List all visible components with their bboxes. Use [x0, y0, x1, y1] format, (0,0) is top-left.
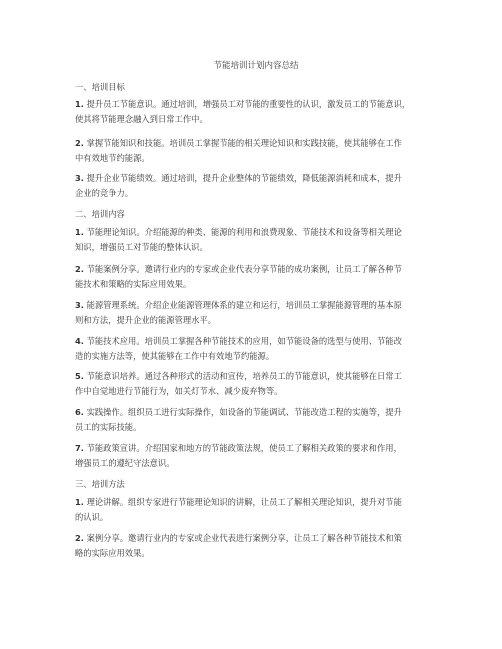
- paragraph-line: 企业的竞争力。: [75, 188, 134, 198]
- paragraph-line: 造的实施方法等，使其能够在工作中有效地节约能源。: [75, 351, 275, 361]
- paragraph-line: [75, 136, 437, 151]
- paragraph-line: [75, 495, 437, 510]
- paragraph-line: 能技术和策略的实际应用效果。: [75, 279, 192, 289]
- paragraph-line: 增强员工的遵纪守法意识。: [75, 458, 175, 468]
- list-item: [75, 298, 437, 328]
- paragraph-line: [75, 531, 437, 546]
- item-number: 2.: [75, 533, 84, 543]
- section-heading-goals: 一、培训目标: [75, 82, 125, 92]
- item-number: 1.: [75, 227, 84, 237]
- paragraph-text: 案例分享。邀请行业内的专家或企业代表进行案例分享，让员工了解各种节能技术和策: [83, 533, 402, 543]
- item-number: 2.: [75, 264, 84, 274]
- paragraph-text: 能源管理系统。介绍企业能源管理体系的建立和运行，培训员工掌握能源管理的基本原: [83, 300, 402, 310]
- list-item: [75, 262, 437, 292]
- paragraph-line: 知识，增强员工对节能的整体认识。: [75, 242, 208, 252]
- paragraph-text: 节能意识培养。通过各种形式的活动和宣传，培养员工的节能意识，使其能够在日常工: [83, 371, 402, 381]
- paragraph-line: 使其将节能理念融入到日常工作中。: [75, 114, 208, 124]
- paragraph-line: 则和方法，提升企业的能源管理水平。: [75, 315, 217, 325]
- document-title: 节能培训计划内容总结: [213, 61, 299, 71]
- paragraph-line: [75, 405, 437, 420]
- paragraph-line: [75, 369, 437, 384]
- item-number: 6.: [75, 407, 84, 417]
- item-number: 4.: [75, 336, 84, 346]
- paragraph-line: [75, 171, 437, 186]
- item-number: 1.: [75, 497, 84, 507]
- item-number: 2.: [75, 138, 84, 148]
- list-item: [75, 136, 437, 166]
- paragraph-line: 员工的实际技能。: [75, 422, 142, 432]
- paragraph-line: [75, 334, 437, 349]
- section-heading-content: 二、培训内容: [75, 209, 125, 219]
- paragraph-text: 理论讲解。组织专家进行节能理论知识的讲解，让员工了解相关理论知识，提升对节能: [83, 497, 402, 507]
- paragraph-text: 节能技术应用。培训员工掌握各种节能技术的应用，如节能设备的选型与使用、节能改: [83, 336, 402, 346]
- item-number: 1.: [75, 99, 84, 109]
- paragraph-line: [75, 262, 437, 277]
- item-number: 3.: [75, 300, 84, 310]
- paragraph-text: 节能政策宣讲。介绍国家和地方的节能政策法规，使员工了解相关政策的要求和作用，: [83, 443, 402, 453]
- item-number: 5.: [75, 371, 84, 381]
- list-item: [75, 405, 437, 435]
- paragraph-line: [75, 298, 437, 313]
- list-item: [75, 495, 437, 525]
- paragraph-line: [75, 441, 437, 456]
- paragraph-line: 的认识。: [75, 512, 109, 522]
- item-number: 3.: [75, 173, 84, 183]
- paragraph-text: 实践操作。组织员工进行实际操作，如设备的节能调试、节能改造工程的实施等，提升: [83, 407, 402, 417]
- paragraph-text: 提升企业节能绩效。通过培训，提升企业整体的节能绩效，降低能源消耗和成本，提升: [83, 173, 402, 183]
- section-heading-methods: 三、培训方法: [75, 479, 125, 489]
- list-item: [75, 334, 437, 364]
- paragraph-line: 略的实际应用效果。: [75, 548, 150, 558]
- paragraph-text: 节能案例分享。邀请行业内的专家或企业代表分享节能的成功案例，让员工了解各种节: [83, 264, 402, 274]
- paragraph-line: 作中自觉地进行节能行为，如关灯节水、减少废弃物等。: [75, 386, 283, 396]
- paragraph-line: [75, 97, 437, 112]
- paragraph-text: 提升员工节能意识。通过培训，增强员工对节能的重要性的认识，激发员工的节能意识，: [83, 99, 411, 109]
- paragraph-text: 节能理论知识。介绍能源的种类、能源的利用和浪费现象、节能技术和设备等相关理论: [83, 227, 402, 237]
- list-item: [75, 369, 437, 399]
- list-item: [75, 97, 437, 127]
- paragraph-line: [75, 225, 437, 240]
- item-number: 7.: [75, 443, 84, 453]
- paragraph-text: 掌握节能知识和技能。培训员工掌握节能的相关理论知识和实践技能，使其能够在工作: [83, 138, 402, 148]
- list-item: [75, 225, 437, 255]
- list-item: [75, 171, 437, 201]
- list-item: [75, 531, 437, 561]
- list-item: [75, 441, 437, 471]
- paragraph-line: 中有效地节约能源。: [75, 153, 150, 163]
